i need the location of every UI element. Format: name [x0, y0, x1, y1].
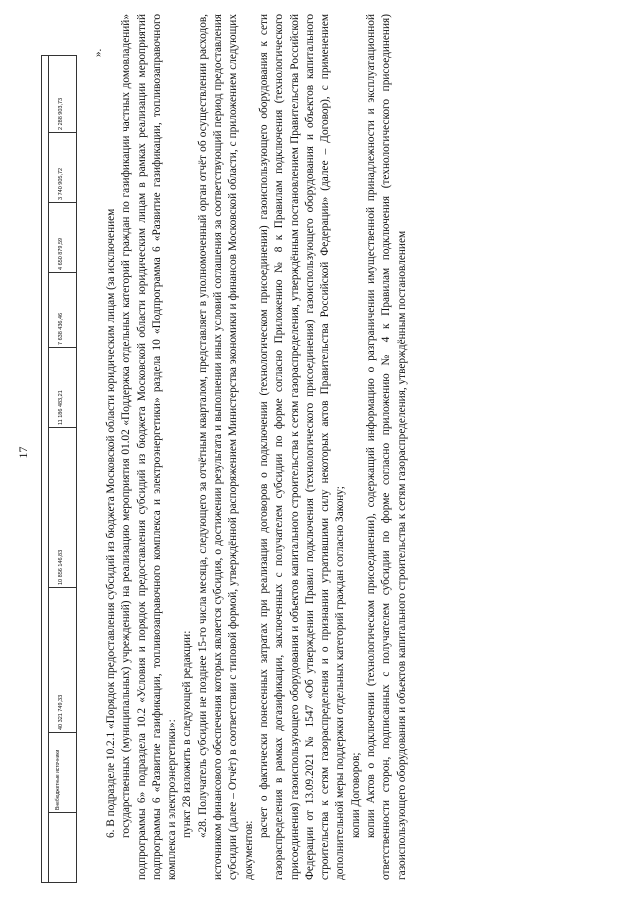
source-label: Внебюджетные источники	[55, 749, 61, 810]
table-value: 7 638 436,46	[58, 312, 64, 345]
document-body	[104, 14, 410, 880]
table-value: 4 650 879,59	[58, 237, 64, 270]
paragraph-continuation: государственных (муниципальных) учреждений) на реализацию мероприятия 01.02 «Поддержка отдельных категорий граждан по газификации частных домовладений» подпрограммы 6» подраздела 10.2 «Условия и порядок предоставления субсидий из бюджета Московской области юридическим лицам в рамках реализации мероприятий подпрограммы 6 «Развитие газификации, топливозаправочного комплекса и электроэнергетики» раздела 10 «Подпрограмма 6 «Развитие газификации, топливозаправочного комплекса и электроэнергетики»:	[120, 14, 179, 880]
paragraph-act-copies: копии Актов о подключении (технологическом присоединении), содержащий информацию о разграничении имущественной принадлежности и эксплуатационной ответственности сторон, подписанных с получателем субсидии по форме согласно приложению № 4 к Правилам подключения (технологического присоединения) газоиспользующего оборудования и объектов капитального строительства к сетям газораспределения, утверждённым постановлением	[365, 14, 408, 880]
paragraph-contract-copies: копии Договоров;	[349, 752, 362, 838]
paragraph-calculation: расчет о фактически понесенных затратах при реализации договоров о подключении (технологическом присоединении) газоиспользующего оборудования к сети газораспределения в рамках догазификации, заключенных с получателем субсидии по форме согласно Приложению № 8 к Правилам подключения (технологического присоединения) газоиспользующего оборудования и объектов капитального строительства к сетям газораспределения, утверждённым постановлением Правительства Российской Федерации от 13.09.2021 № 1547 «Об утверждении Правил подключения (технологического присоединения) газоиспользующего оборудования и объектов капитального строительства к сетям газораспределения и о признании утратившими силу некоторых актов Правительства Российской Федерации» (далее – Договор), с применением дополнительной меры поддержки отдельных категорий граждан согласно Закону;	[257, 14, 347, 880]
paragraph-instruction: пункт 28 изложить в следующей редакции:	[181, 630, 194, 838]
table-cell-year	[48, 347, 76, 427]
table-cell-year	[48, 202, 76, 272]
table-value: 40 321 749,33	[58, 694, 64, 730]
table-cell-total	[48, 587, 76, 732]
table-cell-empty	[48, 812, 76, 882]
paragraph-point-28: «28. Получатель субсидии не позднее 15-го числа месяца, следующего за отчётным кварталом, представляет в уполномоченный орган отчёт об осуществлении расходов, источником финансового обеспечения которых является субсидия, о достижении результата и выполнении иных условий соглашения за соответствующий период предоставления субсидии (далее – Отчёт) в соответствии с типовой формой, утверждённой распоряжением Министерства экономики и финансов Московской области, с приложением следующих документов:	[196, 14, 255, 880]
table-cell-year	[48, 427, 76, 587]
table-cell-year	[48, 272, 76, 347]
table-cell-source	[48, 732, 76, 812]
page-number: 17	[16, 446, 30, 459]
table-value: 10 856 146,83	[58, 549, 64, 585]
paragraph-amendment: 6. В подразделе 10.2.1 «Порядок предоставления субсидий из бюджета Московской области юридическим лицам (за исключением	[105, 208, 117, 838]
table-cell-year	[48, 132, 76, 202]
table-value: 3 740 905,72	[58, 167, 64, 200]
budget-table	[41, 55, 77, 883]
table-cell-year	[48, 56, 76, 132]
closing-quote: ».	[92, 48, 104, 57]
table-value: 11 186 483,21	[58, 390, 64, 425]
table-value: 2 288 903,73	[58, 97, 64, 130]
